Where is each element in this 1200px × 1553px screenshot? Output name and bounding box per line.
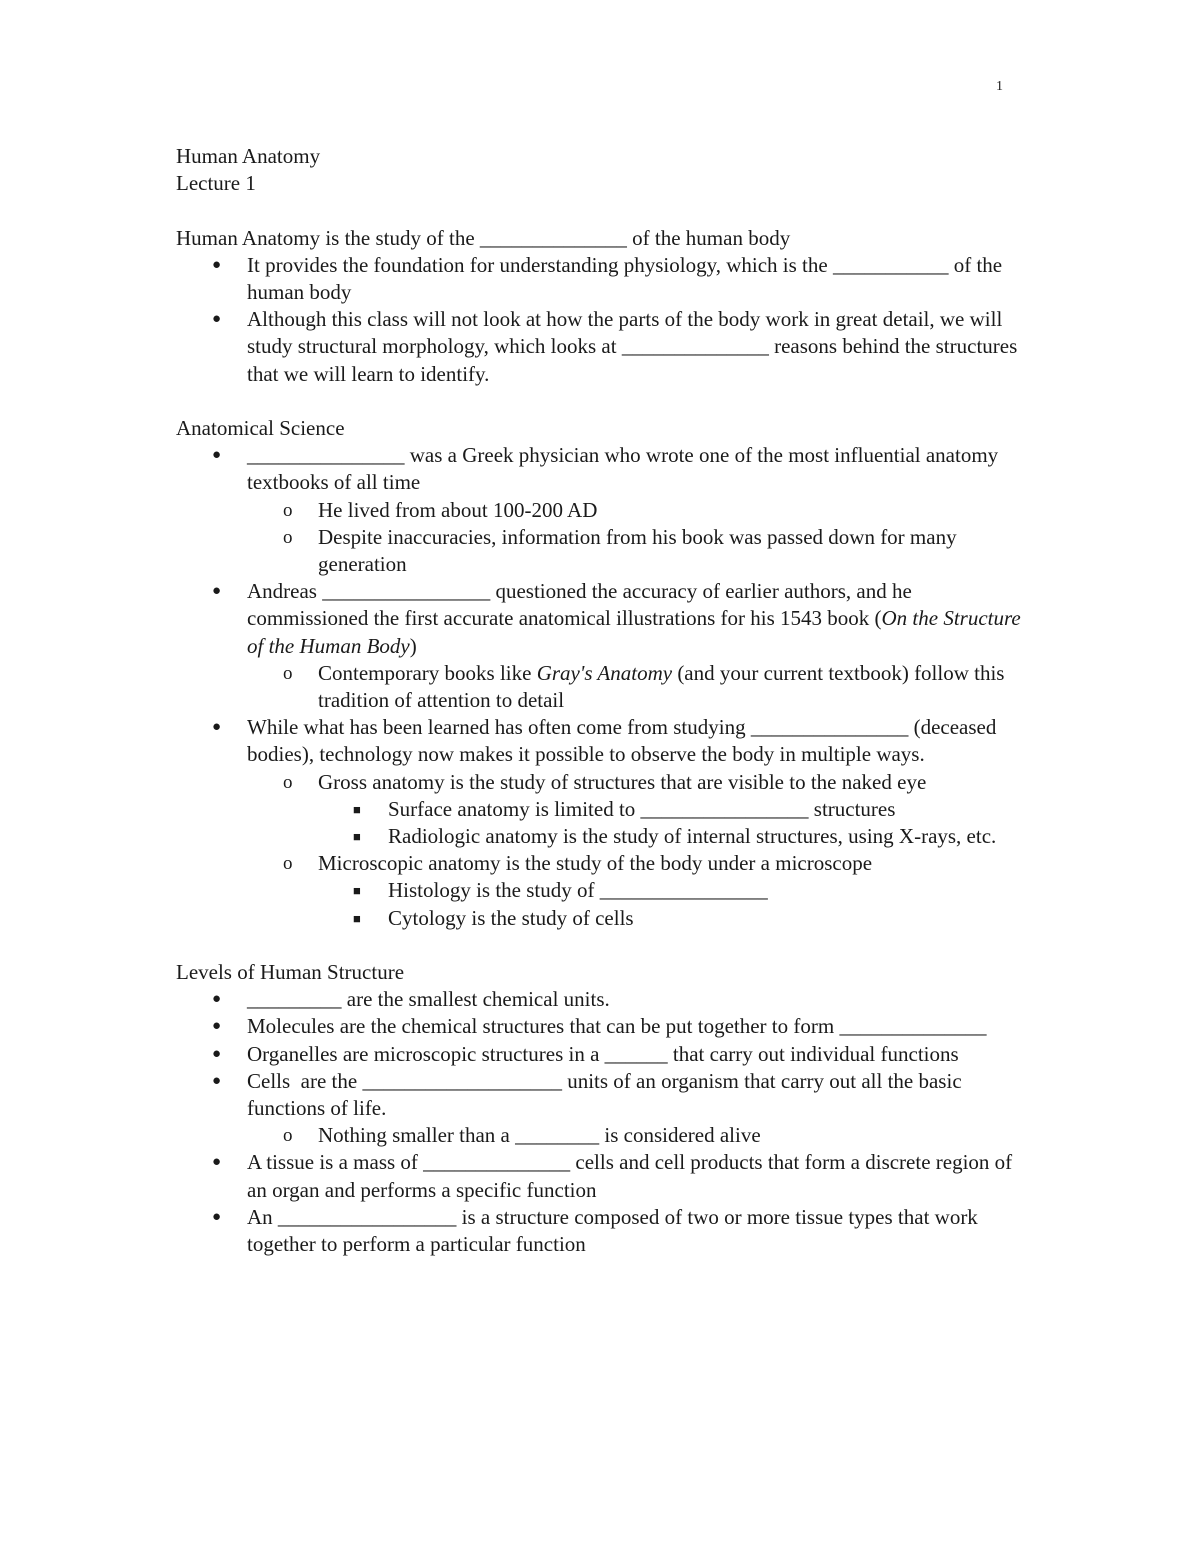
sub-list-item [176, 524, 1036, 578]
bullet-dot-icon: ● [212, 1072, 222, 1089]
spacer [176, 388, 1036, 415]
list-item [176, 1149, 1036, 1203]
list-item-text: It provides the foundation for understanding physiology, which is the ___________ of the human body [247, 252, 1003, 304]
bullet-dot-icon: ● [212, 256, 222, 273]
list-item-text: Although this class will not look at how the parts of the body work in great detail, we will study structural morphology, which looks at ______________ reasons behind the structures that we will learn to identify. [247, 307, 1018, 386]
bullet-dot-icon: ● [212, 1018, 222, 1035]
list-item [176, 714, 1036, 768]
list-item [176, 252, 1036, 306]
sub-sub-list-item [176, 823, 1036, 850]
list-item-text: Nothing smaller than a ________ is considered alive [318, 1123, 761, 1148]
list-item-text: He lived from about 100-200 AD [318, 497, 598, 522]
bullet-dot-icon: ● [212, 1045, 222, 1062]
section-intro-anatomy: Human Anatomy is the study of the ______________ of the human body [176, 225, 791, 250]
book-title-italic: On the Structure of the Human Body [247, 606, 1021, 658]
sub-list-item [176, 1122, 1036, 1149]
bullet-circle-icon: o [283, 853, 293, 875]
list-item-text: (and your current textbook) follow this tradition of attention to detail [318, 660, 1005, 713]
bullet-square-icon: ■ [353, 910, 361, 926]
document-title: Human Anatomy [176, 144, 321, 168]
list-item-text: Organelles are microscopic structures in a ______ that carry out individual functions [247, 1041, 959, 1066]
sub-sub-list-item [176, 796, 1036, 823]
bullet-dot-icon: ● [212, 447, 222, 464]
list-item-text: _______________ was a Greek physician who wrote one of the most influential anatomy textbooks of all time [247, 443, 999, 495]
list-item [176, 306, 1036, 388]
list-item-text: Histology is the study of ________________ [388, 878, 768, 903]
sub-list-item [176, 660, 1036, 714]
section-heading-anatomical-science: Anatomical Science [176, 416, 345, 440]
bullet-dot-icon: ● [212, 1154, 222, 1171]
spacer [176, 932, 1036, 959]
bullet-circle-icon: o [283, 662, 293, 684]
spacer [176, 197, 1036, 224]
list-item [176, 986, 1036, 1013]
bullet-circle-icon: o [283, 771, 293, 793]
page-number: 1 [996, 79, 1003, 94]
list-item-text: Despite inaccuracies, information from his book was passed down for many generation [318, 524, 957, 577]
list-item-text: Molecules are the chemical structures that can be put together to form ______________ [247, 1014, 987, 1039]
list-item-text: Andreas ________________ questioned the accuracy of earlier authors, and he commissioned the first accurate anatomical illustrations for his 1543 book ( [247, 579, 912, 631]
list-item-text: Microscopic anatomy is the study of the body under a microscope [318, 851, 873, 876]
bullet-circle-icon: o [283, 499, 293, 521]
list-item-text: An _________________ is a structure composed of two or more tissue types that work together to perform a particular function [247, 1204, 978, 1257]
list-item-text: Cells are the ___________________ units of an organism that carry out all the basic functions of life. [247, 1068, 967, 1121]
list-item-text: Cytology is the study of cells [388, 905, 634, 930]
lecture-label: Lecture 1 [176, 171, 256, 196]
list-item-text: Radiologic anatomy is the study of internal structures, using X-rays, etc. [388, 824, 997, 849]
bullet-dot-icon: ● [212, 311, 222, 328]
bullet-dot-icon: ● [212, 991, 222, 1008]
list-item-text: ) [409, 633, 417, 658]
list-item-text: A tissue is a mass of ______________ cells and cell products that form a discrete region of an organ and performs a specific function [247, 1150, 1013, 1202]
sub-list-item [176, 769, 1036, 796]
book-title-italic: Gray's Anatomy [536, 660, 673, 685]
list-item [176, 442, 1036, 496]
list-item-text: Surface anatomy is limited to ________________ structures [388, 796, 896, 821]
sub-list-item [176, 850, 1036, 877]
bullet-dot-icon: ● [212, 719, 222, 736]
bullet-dot-icon: ● [212, 1208, 222, 1225]
bullet-square-icon: ■ [353, 829, 361, 845]
sub-sub-list-item [176, 877, 1036, 904]
sub-sub-list-item [176, 905, 1036, 932]
list-item-text: _________ are the smallest chemical units. [247, 987, 610, 1012]
list-item [176, 578, 1036, 660]
bullet-square-icon: ■ [353, 883, 361, 899]
list-item-text: Gross anatomy is the study of structures that are visible to the naked eye [318, 769, 927, 794]
bullet-square-icon: ■ [353, 801, 361, 817]
list-item-text: Contemporary books like [318, 660, 537, 685]
section-heading-levels: Levels of Human Structure [176, 960, 405, 985]
list-item [176, 1068, 1036, 1122]
bullet-circle-icon: o [283, 1125, 293, 1147]
bullet-dot-icon: ● [212, 583, 222, 600]
bullet-circle-icon: o [283, 526, 293, 548]
document-body [176, 143, 1036, 1258]
sub-list-item [176, 497, 1036, 524]
list-item [176, 1204, 1036, 1258]
list-item-text: While what has been learned has often come from studying _______________ (deceased bodies), technology now makes it possible to observe the body in multiple ways. [247, 715, 997, 767]
list-item [176, 1013, 1036, 1040]
list-item [176, 1041, 1036, 1068]
